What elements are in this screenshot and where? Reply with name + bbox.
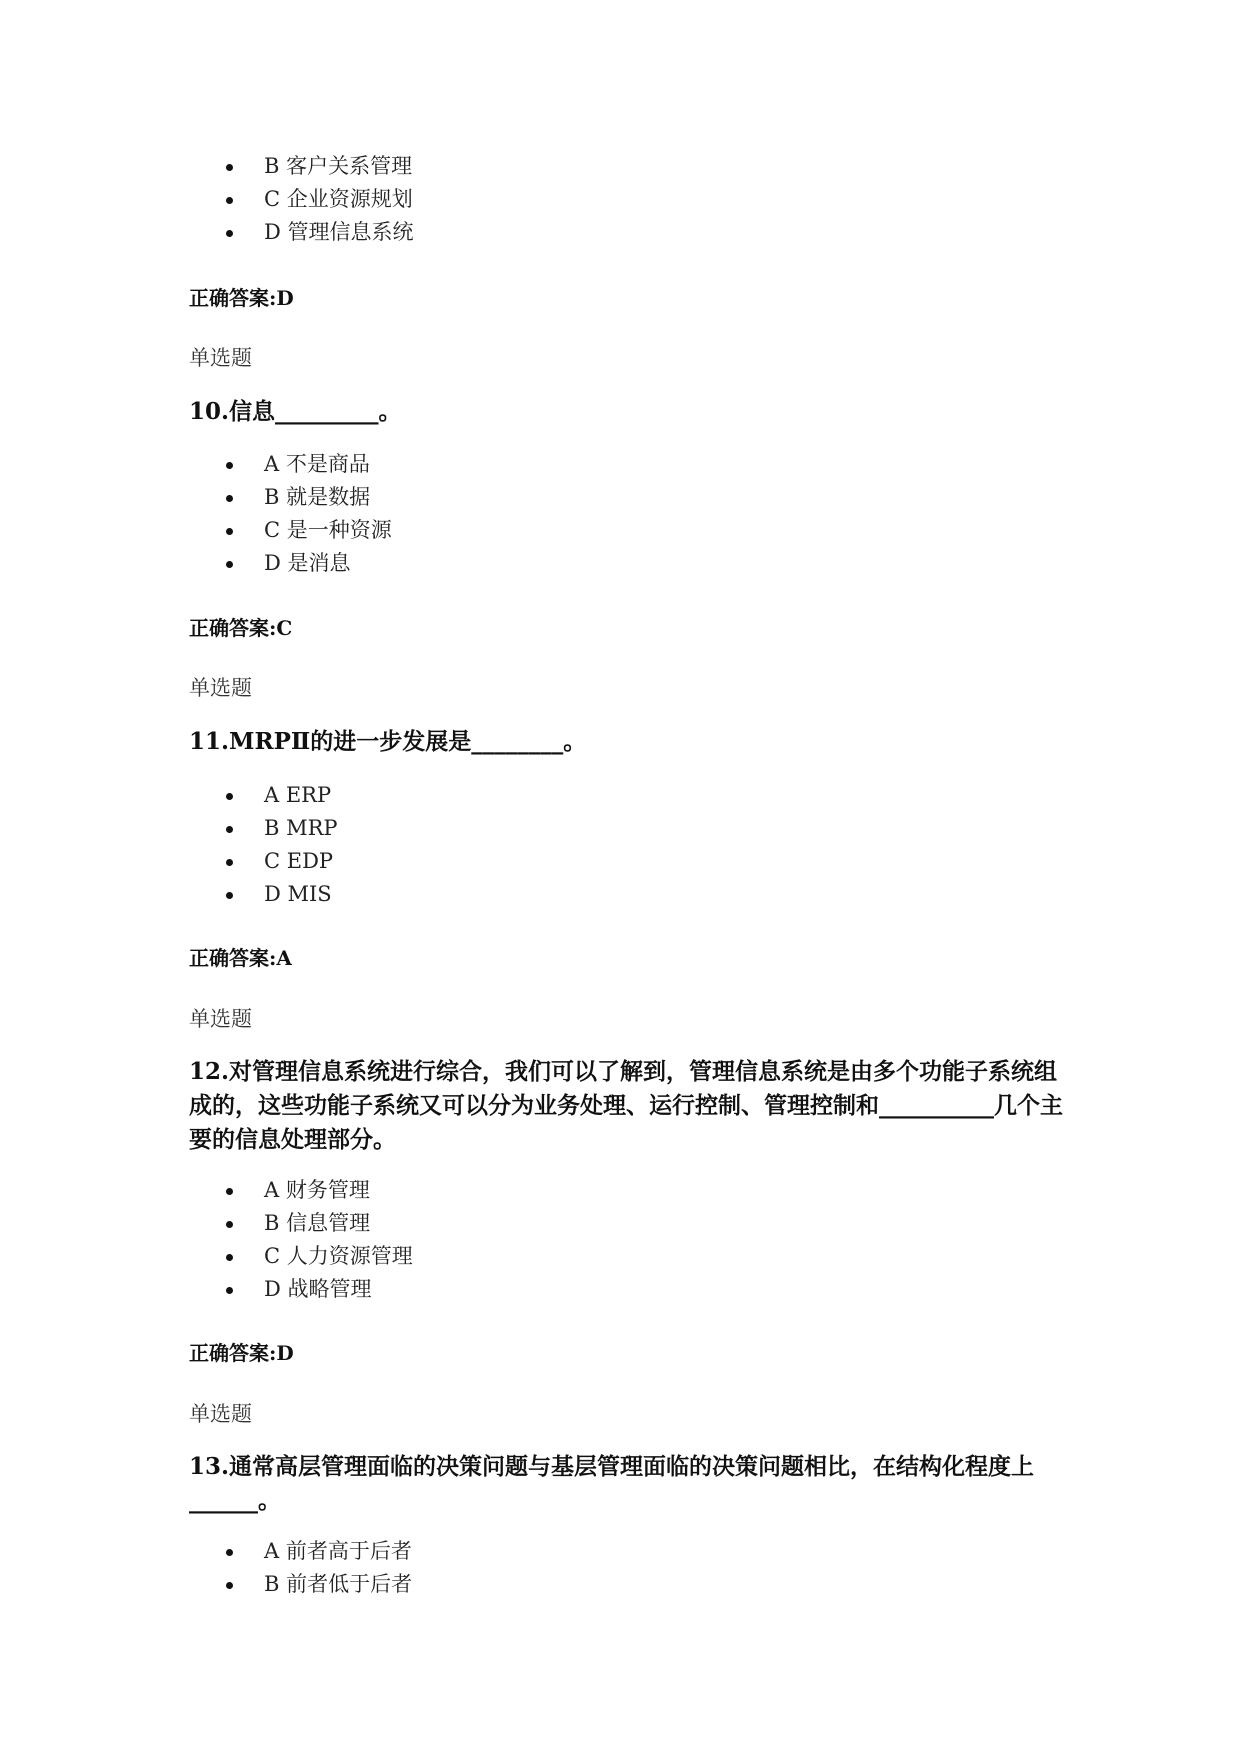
question-text: 11.MRPⅡ的进一步发展是________。 <box>189 728 587 755</box>
bullet-icon <box>226 892 233 899</box>
bullet-icon <box>226 197 233 204</box>
bullet-icon <box>226 495 233 502</box>
question-type: 单选题 <box>189 1402 252 1426</box>
question-text: 10.信息_________。 <box>189 398 402 425</box>
bullet-icon <box>226 164 233 171</box>
bullet-icon <box>226 561 233 568</box>
question-text: 12.对管理信息系统进行综合，我们可以了解到，管理信息系统是由多个功能子系统组成的，这些功能子系统又可以分为业务处理、运行控制、管理控制和__________几个主要的信息处理部分。 <box>189 1058 1063 1153</box>
correct-answer: 正确答案:D <box>189 286 294 310</box>
bullet-icon <box>226 826 233 833</box>
correct-answer: 正确答案:A <box>189 946 292 970</box>
document-page: B 客户关系管理 C 企业资源规划 D 管理信息系统 正确答案:D 单选题 10.信息_________。 A 不是商品 B 就是数据 C 是一种资源 D 是消息 正确答案:C 单选题 11.MRPⅡ的进一步发展是________。 A ERP B MRP C EDP D MIS 正确答案:A 单选题 12.对管理信息系统进行综合，我们可以了解到，管理信息系统是由多个功能子系统组成的，这些功能子系统又可以分为业务处理、运行控制、管理控制和__________几个主要的信息处理部分。 A 财务管理 B 信息管理 C 人力资源管理 D 战略管理 正确答案:D 单选题 13.通常高层管理面临的决策问题与基层管理面临的决策问题相比，在结构化程度上______。 A 前者高于后者 B 前者低于后者 <box>0 0 1241 1754</box>
bullet-icon <box>226 859 233 866</box>
bullet-icon <box>226 230 233 237</box>
question-type: 单选题 <box>189 1007 252 1031</box>
bullet-icon <box>226 1287 233 1294</box>
bullet-icon <box>226 1221 233 1228</box>
correct-answer: 正确答案:C <box>189 616 293 640</box>
bullet-icon <box>226 793 233 800</box>
bullet-icon <box>226 1188 233 1195</box>
question-text: 13.通常高层管理面临的决策问题与基层管理面临的决策问题相比，在结构化程度上______。 <box>189 1453 1035 1514</box>
question-type: 单选题 <box>189 676 252 700</box>
bullet-icon <box>226 1254 233 1261</box>
bullet-icon <box>226 1549 233 1556</box>
bullet-icon <box>226 528 233 535</box>
question-type: 单选题 <box>189 346 252 370</box>
bullet-icon <box>226 1582 233 1589</box>
bullet-icon <box>226 462 233 469</box>
correct-answer: 正确答案:D <box>189 1341 294 1365</box>
